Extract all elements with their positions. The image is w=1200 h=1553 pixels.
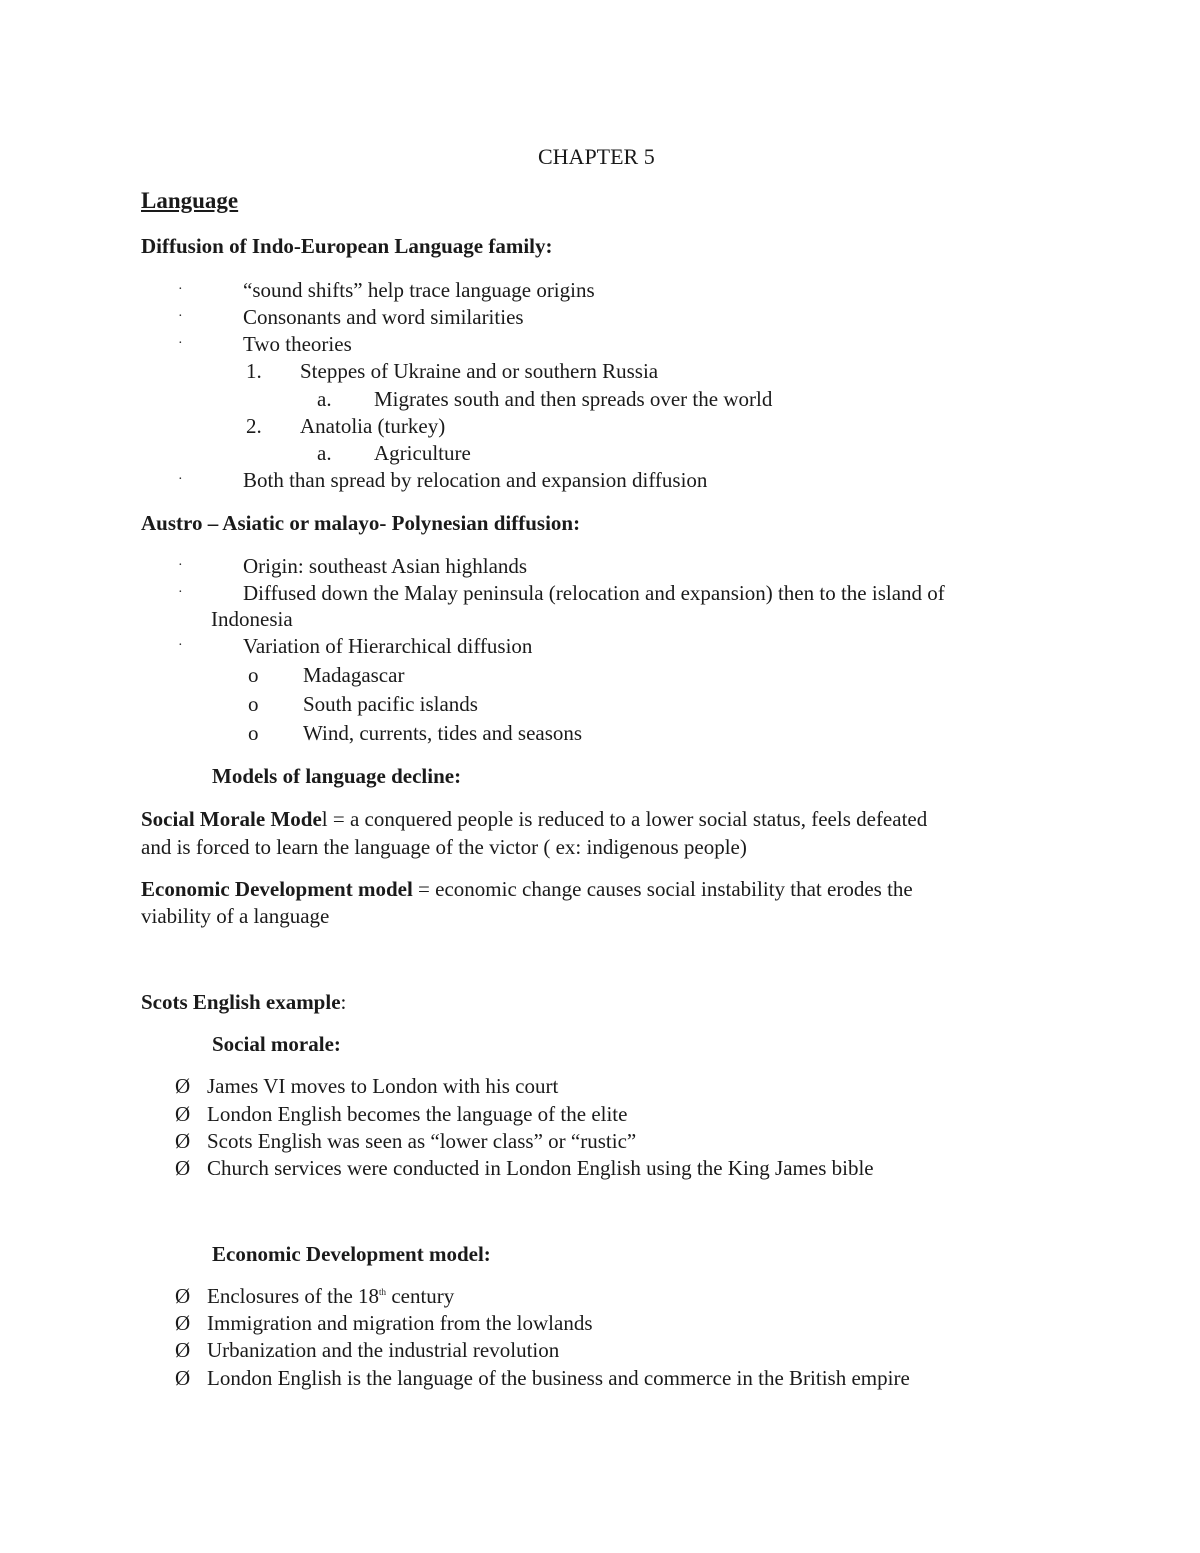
- bullet-icon: ·: [178, 638, 183, 653]
- list-item: Migrates south and then spreads over the world: [374, 387, 773, 411]
- list-item: Agriculture: [374, 441, 471, 465]
- list-item: Immigration and migration from the lowlands: [207, 1311, 593, 1335]
- list-item: Church services were conducted in London English using the King James bible: [207, 1156, 874, 1180]
- indo-european-heading: Diffusion of Indo-European Language family:: [141, 234, 553, 258]
- arrow-bullet-icon: Ø: [175, 1284, 191, 1308]
- arrow-bullet-icon: Ø: [175, 1366, 191, 1390]
- list-letter: a.: [317, 441, 332, 465]
- list-item: Diffused down the Malay peninsula (relocation and expansion) then to the island of: [243, 581, 945, 605]
- list-letter: a.: [317, 387, 332, 411]
- scots-english-heading: [141, 989, 346, 1015]
- heading-colon: :: [340, 990, 347, 1014]
- models-heading: Models of language decline:: [212, 764, 462, 788]
- list-item: Madagascar: [303, 663, 405, 687]
- arrow-bullet-icon: Ø: [175, 1074, 191, 1098]
- list-item: “sound shifts” help trace language origins: [243, 278, 595, 302]
- list-item: [207, 1283, 454, 1309]
- bullet-icon: ·: [178, 585, 183, 600]
- bullet-icon: ·: [178, 472, 183, 487]
- social-morale-heading: Social morale:: [212, 1032, 341, 1056]
- list-item: London English is the language of the business and commerce in the British empire: [207, 1366, 910, 1390]
- definition-text: = economic change causes social instability that erodes the: [412, 877, 913, 901]
- list-item: Scots English was seen as “lower class” or “rustic”: [207, 1129, 637, 1153]
- austro-asiatic-heading: Austro – Asiatic or malayo- Polynesian diffusion:: [141, 511, 581, 535]
- bullet-icon: ·: [178, 282, 183, 297]
- arrow-bullet-icon: Ø: [175, 1156, 191, 1180]
- arrow-bullet-icon: Ø: [175, 1102, 191, 1126]
- circle-bullet-icon: o: [248, 692, 259, 716]
- list-item: Anatolia (turkey): [300, 414, 446, 438]
- term-label: Economic Development model: [141, 877, 413, 901]
- list-item: Two theories: [243, 332, 352, 356]
- heading-text: Scots English example: [141, 990, 341, 1014]
- economic-development-definition-continued: viability of a language: [141, 904, 330, 928]
- list-item: London English becomes the language of the elite: [207, 1102, 628, 1126]
- bullet-icon: ·: [178, 309, 183, 324]
- circle-bullet-icon: o: [248, 721, 259, 745]
- item-text: Enclosures of the 18: [207, 1284, 380, 1308]
- economic-development-heading: Economic Development model:: [212, 1242, 491, 1266]
- list-item: James VI moves to London with his court: [207, 1074, 559, 1098]
- list-item: Wind, currents, tides and seasons: [303, 721, 583, 745]
- list-item: Variation of Hierarchical diffusion: [243, 634, 533, 658]
- arrow-bullet-icon: Ø: [175, 1338, 191, 1362]
- list-item: Urbanization and the industrial revolution: [207, 1338, 560, 1362]
- social-morale-definition: [141, 806, 927, 832]
- item-text: century: [386, 1284, 455, 1308]
- arrow-bullet-icon: Ø: [175, 1311, 191, 1335]
- list-item: Origin: southeast Asian highlands: [243, 554, 528, 578]
- list-item: Consonants and word similarities: [243, 305, 524, 329]
- economic-development-definition: [141, 876, 913, 902]
- bullet-icon: ·: [178, 558, 183, 573]
- list-number: 1.: [246, 359, 262, 383]
- term-label: Social Morale Mode: [141, 807, 322, 831]
- list-item: South pacific islands: [303, 692, 478, 716]
- bullet-icon: ·: [178, 336, 183, 351]
- circle-bullet-icon: o: [248, 663, 259, 687]
- arrow-bullet-icon: Ø: [175, 1129, 191, 1153]
- list-item: Both than spread by relocation and expansion diffusion: [243, 468, 708, 492]
- list-item: Steppes of Ukraine and or southern Russia: [300, 359, 659, 383]
- ordinal-suffix: th: [379, 1287, 387, 1297]
- section-heading-language: Language: [141, 188, 239, 213]
- list-item-continuation: Indonesia: [211, 607, 293, 631]
- definition-text: l = a conquered people is reduced to a lower social status, feels defeated: [321, 807, 928, 831]
- list-number: 2.: [246, 414, 262, 438]
- chapter-title: CHAPTER 5: [538, 144, 655, 169]
- social-morale-definition-continued: and is forced to learn the language of the victor ( ex: indigenous people): [141, 835, 747, 859]
